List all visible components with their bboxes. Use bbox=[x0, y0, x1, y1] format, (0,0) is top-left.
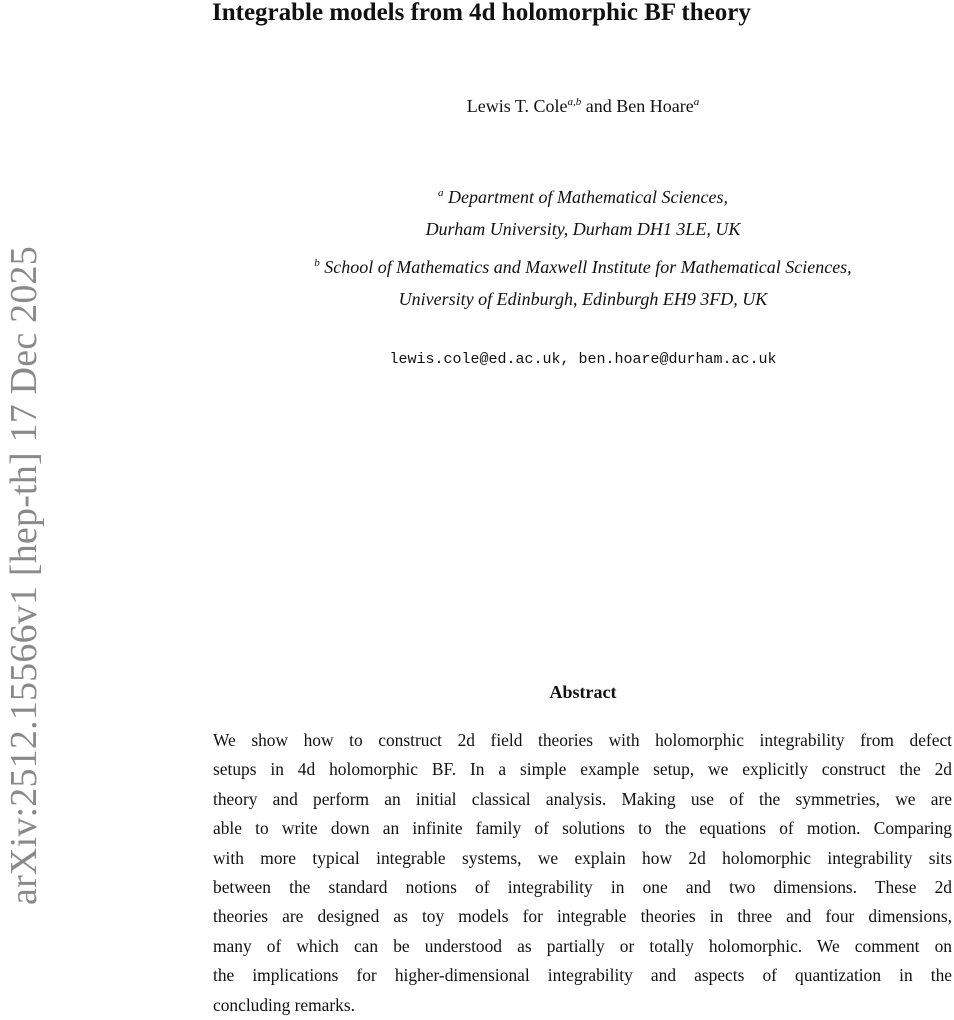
affiliation-marker: a bbox=[438, 187, 444, 199]
affiliation-text: University of Edinburgh, Edinburgh EH9 3FD, UK bbox=[398, 289, 768, 309]
abstract-heading: Abstract bbox=[549, 682, 617, 702]
arxiv-identifier-stamp: arXiv:2512.15566v1 [hep-th] 17 Dec 2025 bbox=[3, 246, 45, 905]
abstract-line: many of which can be understood as partially or totally holomorphic. We comment on bbox=[213, 935, 952, 956]
affiliation-b-line1 bbox=[212, 255, 954, 279]
abstract-line: We show how to construct 2d field theories with holomorphic integrability from defect bbox=[213, 730, 952, 750]
abstract-line: theory and perform an initial classical analysis. Making use of the symmetries, we are bbox=[213, 788, 952, 809]
paper-title: Integrable models from 4d holomorphic BF theory bbox=[212, 0, 751, 26]
affiliation-marker: b bbox=[314, 257, 320, 269]
abstract-line: between the standard notions of integrability in one and two dimensions. These 2d bbox=[213, 876, 952, 897]
affiliation-text: Durham University, Durham DH1 3LE, UK bbox=[425, 219, 741, 239]
author-emails: lewis.cole@ed.ac.uk, ben.hoare@durham.ac.uk bbox=[389, 351, 777, 368]
abstract-line: theories are designed as toy models for integrable theories in three and four dimensions, bbox=[213, 906, 952, 927]
author-conjunction: and bbox=[585, 96, 612, 116]
affiliation-text: School of Mathematics and Maxwell Institute for Mathematical Sciences, bbox=[324, 257, 852, 277]
author-name: Lewis T. Cole bbox=[466, 96, 568, 116]
affiliation-b-line2 bbox=[212, 287, 954, 311]
abstract-line: able to write down an infinite family of solutions to the equations of motion. Comparing bbox=[213, 818, 952, 839]
abstract-body bbox=[213, 726, 952, 1020]
author-name: Ben Hoare bbox=[616, 96, 694, 116]
affiliation-marker: a,b bbox=[567, 96, 582, 108]
author-list bbox=[212, 94, 954, 118]
abstract-line: with more typical integrable systems, we explain how 2d holomorphic integrability sits bbox=[213, 847, 952, 868]
abstract-line: concluding remarks. bbox=[213, 994, 355, 1015]
affiliation-a-line2 bbox=[212, 217, 954, 241]
affiliation-a-line1 bbox=[212, 185, 954, 209]
abstract-line: setups in 4d holomorphic BF. In a simple example setup, we explicitly construct the 2d bbox=[213, 759, 952, 780]
abstract-line: the implications for higher-dimensional integrability and aspects of quantization in the bbox=[213, 965, 952, 986]
affiliation-marker: a bbox=[693, 96, 700, 108]
affiliation-text: Department of Mathematical Sciences, bbox=[448, 187, 728, 207]
